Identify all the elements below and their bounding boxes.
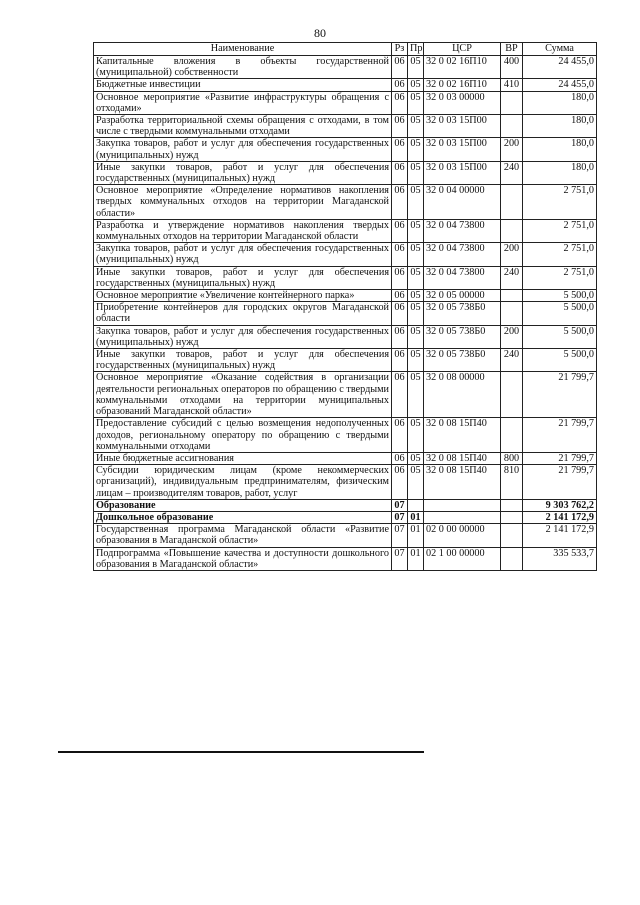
row-vr-cell: 200 xyxy=(501,138,523,161)
row-sum-cell: 24 455,0 xyxy=(523,56,597,79)
row-sum-cell: 180,0 xyxy=(523,91,597,114)
page-number: 80 xyxy=(314,26,326,40)
row-vr-cell xyxy=(501,290,523,302)
row-sum-cell: 5 500,0 xyxy=(523,325,597,348)
row-rz-cell: 06 xyxy=(392,418,408,453)
row-sum-cell: 180,0 xyxy=(523,115,597,138)
row-pr-cell: 05 xyxy=(408,138,424,161)
row-vr-cell xyxy=(501,219,523,242)
table-row xyxy=(94,418,597,453)
row-pr-cell: 05 xyxy=(408,56,424,79)
row-rz-cell: 06 xyxy=(392,79,408,91)
budget-table xyxy=(93,42,597,571)
row-vr-cell xyxy=(501,524,523,547)
row-name-cell: Основное мероприятие «Развитие инфраструктуры обращения с отходами» xyxy=(94,91,392,114)
row-pr-cell: 05 xyxy=(408,243,424,266)
row-rz-cell: 06 xyxy=(392,349,408,372)
row-csr-cell: 32 0 04 73800 xyxy=(424,219,501,242)
row-pr-cell: 05 xyxy=(408,302,424,325)
row-name-cell: Иные закупки товаров, работ и услуг для обеспечения государственных (муниципальных) нужд xyxy=(94,266,392,289)
row-csr-cell: 32 0 03 00000 xyxy=(424,91,501,114)
row-pr-cell: 01 xyxy=(408,547,424,570)
table-row xyxy=(94,349,597,372)
row-csr-cell: 32 0 05 738Б0 xyxy=(424,302,501,325)
table-row xyxy=(94,452,597,464)
row-pr-cell: 05 xyxy=(408,349,424,372)
row-sum-cell: 24 455,0 xyxy=(523,79,597,91)
row-name-cell: Разработка территориальной схемы обращения с отходами, в том числе с твердыми коммунальными отходами xyxy=(94,115,392,138)
table-row xyxy=(94,325,597,348)
row-vr-cell xyxy=(501,91,523,114)
table-row xyxy=(94,465,597,500)
header-rz: Рз xyxy=(392,43,408,56)
row-name-cell: Иные закупки товаров, работ и услуг для обеспечения государственных (муниципальных) нужд xyxy=(94,349,392,372)
row-name-cell: Бюджетные инвестиции xyxy=(94,79,392,91)
row-csr-cell: 32 0 04 73800 xyxy=(424,266,501,289)
row-pr-cell: 05 xyxy=(408,372,424,418)
table-row xyxy=(94,290,597,302)
row-sum-cell: 2 751,0 xyxy=(523,266,597,289)
row-rz-cell: 06 xyxy=(392,185,408,220)
row-sum-cell: 2 751,0 xyxy=(523,185,597,220)
table-row xyxy=(94,372,597,418)
row-name-cell: Иные закупки товаров, работ и услуг для обеспечения государственных (муниципальных) нужд xyxy=(94,161,392,184)
row-csr-cell: 32 0 03 15П00 xyxy=(424,115,501,138)
row-name-cell: Закупка товаров, работ и услуг для обеспечения государственных (муниципальных) нужд xyxy=(94,138,392,161)
row-sum-cell: 5 500,0 xyxy=(523,290,597,302)
row-name-cell: Подпрограмма «Повышение качества и доступности дошкольного образования в Магаданской области» xyxy=(94,547,392,570)
row-rz-cell: 07 xyxy=(392,547,408,570)
row-vr-cell xyxy=(501,185,523,220)
row-rz-cell: 06 xyxy=(392,243,408,266)
row-rz-cell: 06 xyxy=(392,290,408,302)
row-name-cell: Основное мероприятие «Определение нормативов накопления твердых коммунальных отходов на территории Магаданской области» xyxy=(94,185,392,220)
row-name-cell: Закупка товаров, работ и услуг для обеспечения государственных (муниципальных) нужд xyxy=(94,243,392,266)
row-rz-cell: 06 xyxy=(392,219,408,242)
table-row xyxy=(94,524,597,547)
row-csr-cell: 32 0 08 15П40 xyxy=(424,465,501,500)
row-name-cell: Государственная программа Магаданской области «Развитие образования в Магаданской области» xyxy=(94,524,392,547)
table-row xyxy=(94,115,597,138)
row-rz-cell: 07 xyxy=(392,511,408,523)
row-vr-cell: 410 xyxy=(501,79,523,91)
row-csr-cell: 32 0 05 738Б0 xyxy=(424,325,501,348)
row-name-cell: Иные бюджетные ассигнования xyxy=(94,452,392,464)
table-row xyxy=(94,511,597,523)
table-row xyxy=(94,219,597,242)
row-sum-cell: 9 303 762,2 xyxy=(523,499,597,511)
table-row xyxy=(94,185,597,220)
row-vr-cell xyxy=(501,302,523,325)
row-pr-cell xyxy=(408,499,424,511)
row-sum-cell: 21 799,7 xyxy=(523,465,597,500)
row-name-cell: Разработка и утверждение нормативов накопления твердых коммунальных отходов на территории Магаданской области xyxy=(94,219,392,242)
row-vr-cell: 200 xyxy=(501,325,523,348)
row-csr-cell: 32 0 05 00000 xyxy=(424,290,501,302)
table-body xyxy=(94,56,597,571)
row-pr-cell: 05 xyxy=(408,185,424,220)
header-csr: ЦСР xyxy=(424,43,501,56)
row-csr-cell: 32 0 04 00000 xyxy=(424,185,501,220)
footnote-rule xyxy=(58,751,424,753)
row-vr-cell xyxy=(501,115,523,138)
table-row xyxy=(94,499,597,511)
row-csr-cell: 32 0 08 00000 xyxy=(424,372,501,418)
table-row xyxy=(94,302,597,325)
row-pr-cell: 05 xyxy=(408,325,424,348)
row-csr-cell: 32 0 08 15П40 xyxy=(424,452,501,464)
row-csr-cell: 02 0 00 00000 xyxy=(424,524,501,547)
row-rz-cell: 06 xyxy=(392,266,408,289)
row-csr-cell: 32 0 03 15П00 xyxy=(424,161,501,184)
row-rz-cell: 06 xyxy=(392,56,408,79)
row-vr-cell: 810 xyxy=(501,465,523,500)
header-name: Наименование xyxy=(94,43,392,56)
row-csr-cell: 32 0 02 16П10 xyxy=(424,56,501,79)
row-pr-cell: 05 xyxy=(408,161,424,184)
row-vr-cell: 240 xyxy=(501,349,523,372)
row-vr-cell: 800 xyxy=(501,452,523,464)
row-vr-cell xyxy=(501,547,523,570)
table-row xyxy=(94,243,597,266)
row-pr-cell: 05 xyxy=(408,219,424,242)
header-sum: Сумма xyxy=(523,43,597,56)
row-vr-cell xyxy=(501,499,523,511)
row-rz-cell: 06 xyxy=(392,138,408,161)
row-sum-cell: 5 500,0 xyxy=(523,302,597,325)
row-rz-cell: 06 xyxy=(392,302,408,325)
row-sum-cell: 2 751,0 xyxy=(523,243,597,266)
row-sum-cell: 5 500,0 xyxy=(523,349,597,372)
row-name-cell: Дошкольное образование xyxy=(94,511,392,523)
row-vr-cell: 200 xyxy=(501,243,523,266)
row-csr-cell: 32 0 02 16П10 xyxy=(424,79,501,91)
row-sum-cell: 180,0 xyxy=(523,161,597,184)
header-pr: Пр xyxy=(408,43,424,56)
row-csr-cell: 32 0 04 73800 xyxy=(424,243,501,266)
row-sum-cell: 21 799,7 xyxy=(523,418,597,453)
row-sum-cell: 2 141 172,9 xyxy=(523,524,597,547)
table-row xyxy=(94,161,597,184)
table-row xyxy=(94,56,597,79)
row-name-cell: Закупка товаров, работ и услуг для обеспечения государственных (муниципальных) нужд xyxy=(94,325,392,348)
row-rz-cell: 06 xyxy=(392,115,408,138)
row-vr-cell: 240 xyxy=(501,266,523,289)
row-rz-cell: 06 xyxy=(392,452,408,464)
row-sum-cell: 21 799,7 xyxy=(523,452,597,464)
row-rz-cell: 07 xyxy=(392,499,408,511)
header-vr: ВР xyxy=(501,43,523,56)
table-row xyxy=(94,91,597,114)
row-name-cell: Капитальные вложения в объекты государственной (муниципальной) собственности xyxy=(94,56,392,79)
table-row xyxy=(94,79,597,91)
row-name-cell: Основное мероприятие «Оказание содействия в организации деятельности региональных операторов по обращению с твердыми коммунальными отходами на территории муниципальных образований Магаданской области» xyxy=(94,372,392,418)
row-name-cell: Приобретение контейнеров для городских округов Магаданской области xyxy=(94,302,392,325)
row-sum-cell: 2 141 172,9 xyxy=(523,511,597,523)
row-vr-cell: 240 xyxy=(501,161,523,184)
row-csr-cell: 32 0 05 738Б0 xyxy=(424,349,501,372)
row-vr-cell xyxy=(501,511,523,523)
row-sum-cell: 335 533,7 xyxy=(523,547,597,570)
row-rz-cell: 06 xyxy=(392,161,408,184)
row-rz-cell: 06 xyxy=(392,465,408,500)
row-vr-cell xyxy=(501,418,523,453)
row-csr-cell: 32 0 03 15П00 xyxy=(424,138,501,161)
table-row xyxy=(94,266,597,289)
row-pr-cell: 05 xyxy=(408,115,424,138)
row-pr-cell: 05 xyxy=(408,79,424,91)
table-header-row xyxy=(94,43,597,56)
row-pr-cell: 05 xyxy=(408,266,424,289)
row-rz-cell: 06 xyxy=(392,91,408,114)
row-pr-cell: 05 xyxy=(408,91,424,114)
row-csr-cell: 02 1 00 00000 xyxy=(424,547,501,570)
row-pr-cell: 05 xyxy=(408,452,424,464)
row-csr-cell xyxy=(424,499,501,511)
row-pr-cell: 01 xyxy=(408,524,424,547)
row-name-cell: Образование xyxy=(94,499,392,511)
row-pr-cell: 05 xyxy=(408,290,424,302)
table-row xyxy=(94,547,597,570)
row-vr-cell: 400 xyxy=(501,56,523,79)
row-rz-cell: 06 xyxy=(392,372,408,418)
row-pr-cell: 01 xyxy=(408,511,424,523)
row-pr-cell: 05 xyxy=(408,465,424,500)
row-name-cell: Субсидии юридическим лицам (кроме некоммерческих организаций), индивидуальным предпринимателям, физическим лицам – производителям товаров, работ, услуг xyxy=(94,465,392,500)
row-vr-cell xyxy=(501,372,523,418)
row-csr-cell xyxy=(424,511,501,523)
row-sum-cell: 2 751,0 xyxy=(523,219,597,242)
row-rz-cell: 06 xyxy=(392,325,408,348)
row-pr-cell: 05 xyxy=(408,418,424,453)
row-name-cell: Предоставление субсидий с целью возмещения недополученных доходов, региональному оператору по обращению с твердыми коммунальными отходами xyxy=(94,418,392,453)
table-row xyxy=(94,138,597,161)
row-rz-cell: 07 xyxy=(392,524,408,547)
row-sum-cell: 21 799,7 xyxy=(523,372,597,418)
row-csr-cell: 32 0 08 15П40 xyxy=(424,418,501,453)
row-name-cell: Основное мероприятие «Увеличение контейнерного парка» xyxy=(94,290,392,302)
row-sum-cell: 180,0 xyxy=(523,138,597,161)
